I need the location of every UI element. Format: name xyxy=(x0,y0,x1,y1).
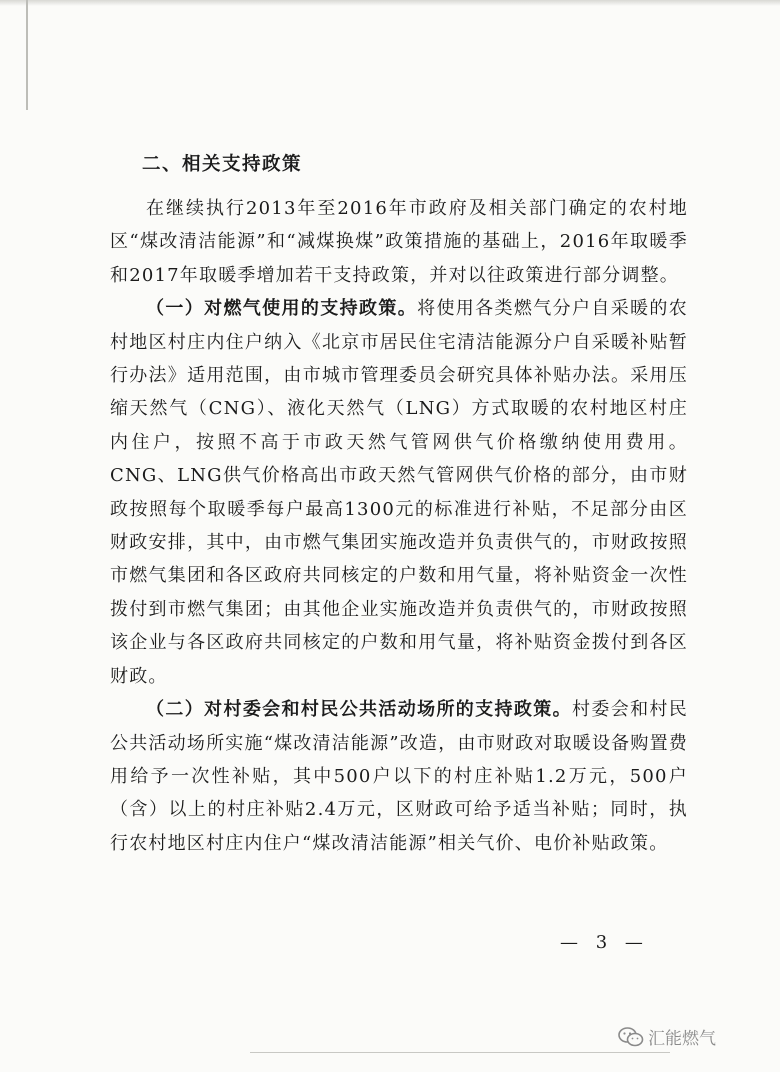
watermark xyxy=(618,1024,716,1049)
paragraph-gas-policy xyxy=(110,292,688,693)
paragraph-text: 村委会和村民公共活动场所实施“煤改清洁能源”改造，由市财政对取暖设备购置费用给予一次性补贴，其中500户以下的村庄补贴1.2万元，500户（含）以上的村庄补贴2.4万元，区财政可给予适当补贴；同时，执行农村地区村庄内住户“煤改清洁能源”相关气价、电价补贴政策。 xyxy=(110,699,688,854)
watermark-text: 汇能燃气 xyxy=(648,1029,716,1049)
paragraph-village-policy xyxy=(110,693,688,860)
paragraph-text: 在继续执行2013年至2016年市政府及相关部门确定的农村地区“煤改清洁能源”和“减煤换煤”政策措施的基础上，2016年取暖季和2017年取暖季增加若干支持政策，并对以往政策进行部分调整。 xyxy=(110,198,688,286)
page-number: — 3 — xyxy=(560,932,649,953)
paragraph-lead: （二）对村委会和村民公共活动场所的支持政策。 xyxy=(146,699,572,721)
paragraph-text: 将使用各类燃气分户自采暖的农村地区村庄内住户纳入《北京市居民住宅清洁能源分户自采暖补贴暂行办法》适用范围，由市城市管理委员会研究具体补贴办法。采用压缩天然气（CNG）、液化天然气（LNG）方式取暖的农村地区村庄内住户，按照不高于市政天然气管网供气价格缴纳使用费用。CNG、LNG供气价格高出市政天然气管网供气价格的部分，由市财政按照每个取暖季每户最高1300元的标准进行补贴，不足部分由区财政安排，其中，由市燃气集团实施改造并负责供气的，市财政按照市燃气集团和各区政府共同核定的户数和用气量，将补贴资金一次性拨付到市燃气集团；由其他企业实施改造并负责供气的，市财政按照该企业与各区政府共同核定的户数和用气量，将补贴资金拨付到各区财政。 xyxy=(110,298,688,687)
section-heading: 二、相关支持政策 xyxy=(142,154,303,175)
paragraph-intro xyxy=(110,192,688,292)
document-body xyxy=(110,148,688,860)
scan-edge-top xyxy=(0,0,780,6)
scan-edge-left xyxy=(26,0,28,110)
wechat-icon xyxy=(618,1027,644,1047)
bottom-rule xyxy=(250,1052,670,1053)
paragraph-lead: （一）对燃气使用的支持政策。 xyxy=(146,298,418,320)
